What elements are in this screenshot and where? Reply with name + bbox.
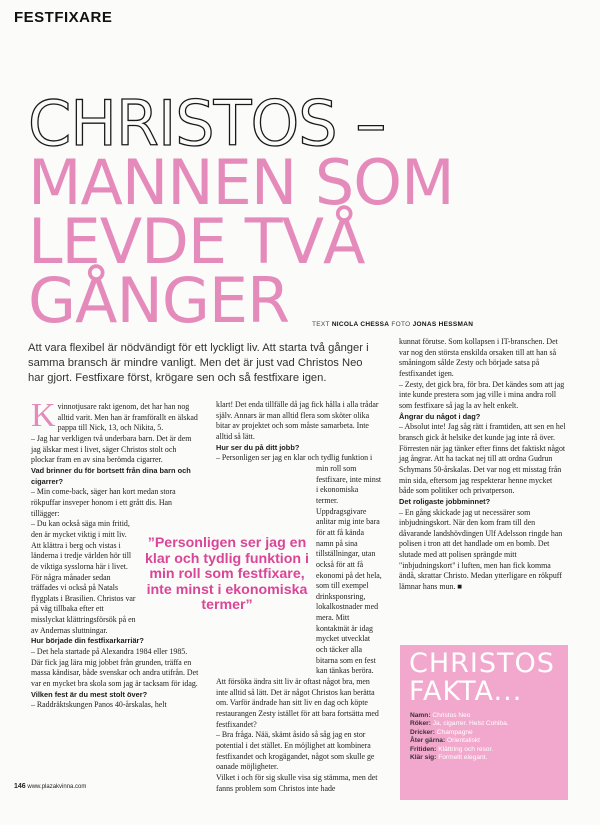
byline-text-label: TEXT [312, 321, 330, 328]
paragraph: – Du kan också säga min fritid, den är mycket viktig i mitt liv. [31, 519, 130, 539]
pull-quote-text: Personligen ser jag en klar och tydlig funktion i min roll som festfixare, inte minst i ekonomiska termer [145, 535, 309, 614]
question: Hur började din festfixarkarriär? [31, 636, 144, 646]
question: Ångrar du något i dag? [399, 411, 481, 421]
fact-value: Champagne [436, 728, 473, 736]
byline-photographer: JONAS HESSMAN [412, 321, 474, 328]
website: www.plazakvinna.com [27, 784, 87, 790]
fact-row [410, 754, 565, 762]
paragraph: – Det hela startade på Alexandra 1984 eller 1985. Där fick jag lära mig jobbet från grunden, träffa en massa kändisar, både svenskar och andra utifrån. Det var en mycket bra skola som jag är tacksam för idag. [31, 647, 199, 689]
page-footer [14, 783, 86, 790]
paragraph: – Personligen ser jag en klar och tydlig funktion i min roll som festfixare, inte minst i ekonomiska termer. Uppdragsgivare anlitar mig inte bara för att få kända namn på sina tillställningar, utan också för att få ekonomi på det hela, som till exempel drinksponsring, lokalkostnader med mera. Mitt kontaktnät är idag mycket utvecklat och täcker alla bitarna som en fest kan tänkas beröra. [216, 453, 382, 676]
paragraph: – En gång skickade jag ut necessärer som inbjudningskort. När den kom fram till den dåvarande landshövdingen Ulf Adelsson ringde han polisen i tron att det handlade om en bomb. Det slutade med att polisen sprängde mitt "inbjudningskort" i luften, men han fick komma ändå, skrattar Christo. Medan ytterligare en rökpuff lämnar hans mun. ■ [399, 507, 563, 592]
quote-open-mark: ” [147, 535, 155, 551]
fact-row [410, 729, 565, 737]
fact-value: Formellt elegant. [438, 754, 488, 762]
fact-row [410, 720, 565, 728]
fact-box-title-2: FAKTA... [409, 676, 523, 707]
paragraph: Vilket i och för sig skulle visa sig stämma, men det fanns problem som Christos inte hade [216, 772, 378, 793]
fact-key: Dricker: [410, 728, 435, 736]
fact-key: Klär sig: [410, 754, 437, 762]
fact-key: Fritiden: [410, 745, 437, 753]
question: Det roligaste jobbminnet? [399, 496, 491, 506]
fact-value: Klättring och resor. [438, 745, 494, 753]
fact-value: Ja, cigarrer. Helst Cohiba. [432, 720, 509, 728]
fact-row [410, 737, 565, 745]
paragraph: – Jag har verkligen två underbara barn. Det är dem jag älskar mest i livet, säger Christos stolt och plockar fram en av sina berömda cigarrer. [31, 433, 192, 465]
fact-row [410, 746, 565, 754]
paragraph: Kvinnotjusare rakt igenom, det har han nog alltid varit. Men han är framförallt en älskad pappa till Nick, 13, och Nikita, 5. [31, 397, 198, 434]
paragraph: Att försöka ändra sitt liv är oftast något bra, men inte alltid så lätt. Det är något Christos kan berätta om. Varför ändrade han sitt liv en dag och köpte restaurangen Zesty istället för att bara fortsätta med festfixandet? [216, 677, 379, 729]
question: Vilken fest är du mest stolt över? [31, 689, 148, 699]
headline-line-4: GÅNGER [28, 264, 290, 337]
section-label: FESTFIXARE [14, 9, 113, 26]
byline-author: NICOLA CHESSA [331, 321, 390, 328]
page-number: 146 [14, 783, 26, 790]
fact-key: Åter gärna: [410, 737, 446, 745]
paragraph: – Bra fråga. Nää, skämt åsido så såg jag en stor potential i det stället. En möjlighet att kombinera festfixandet och krogägandet, något som skulle ge oanade möjligheter. [216, 730, 375, 772]
paragraph: kunnat förutse. Som kollapsen i IT-branschen. Det var nog den största enskilda orsaken till att han så småningom sålde Zesty och började satsa på festfixandet igen. [399, 337, 558, 378]
fact-value: Orientaliskt [447, 737, 481, 745]
column-3 [399, 337, 567, 593]
paragraph: – Raddräktskungen Panos 40-årskalas, helt [31, 700, 167, 710]
headline-line-2: MANNEN SOM [28, 146, 454, 219]
fact-value: Christos Neo [432, 712, 471, 719]
paragraph: klart! Det enda tillfälle då jag fick hålla i alla trådar själv. Annars är man alltid flera som sköter olika bitar av projektet och som måste samarbeta. Inte alltid så lätt. [216, 400, 379, 441]
dropcap: K [31, 397, 56, 434]
byline [312, 321, 473, 328]
fact-row [410, 712, 565, 720]
paragraph: Att klättra i berg och vistas i länderna i tredje världen hör till de viktiga sysslorna här i livet. För några månader sedan träffades vi också på Natals flygplats i Brasilien. Christos var på väg tillbaka efter ett misslyckat klättringsförsök på en av Andernas sluttningar. [31, 540, 136, 635]
ingress: Att vara flexibel är nödvändigt för ett lyckligt liv. Att starta två gånger i samma bransch är mindre vanligt. Men det är just vad Christos Neo har gjort. Festfixare först, krögare sen och så festfixare igen. [28, 342, 369, 384]
quote-close-mark: ” [245, 597, 253, 614]
fact-key: Namn: [410, 712, 431, 719]
question: Vad brinner du för bortsett från dina barn och cigarrer? [31, 465, 191, 486]
headline-line-1: CHRISTOS – [28, 87, 386, 160]
paragraph: – Min come-back, säger han kort medan stora rökpuffar insveper honom i ett grått dis. Han tillägger: [31, 487, 176, 518]
headline-line-3: LEVDE TVÅ [28, 205, 365, 278]
fact-list [410, 712, 565, 762]
pull-quote [142, 536, 312, 614]
fact-box-title-1: CHRISTOS [409, 648, 555, 679]
paragraph: – Absolut inte! Jag såg rätt i framtiden, att sen en hel bransch gick åt helsike det kunde jag inte rå över. Förresten när jag tänker efter finns det faktiskt något jag ångrar. Att ha tackat nej till att ordna Gudrun Schymans 50-årskalas. Det var nog ett misstag från min sida, eftersom jag respekterar henne mycket både som politiker och privatperson. [399, 422, 566, 496]
paragraph: – Zesty, det gick bra, för bra. Det kändes som att jag inte kunde prestera som jag ville i mina andra roll som festfixare så jag la av helt enkelt. [399, 379, 565, 410]
question: Hur ser du på ditt jobb? [216, 442, 300, 452]
byline-photo-label: FOTO [391, 321, 411, 328]
fact-key: Röker: [410, 720, 431, 728]
